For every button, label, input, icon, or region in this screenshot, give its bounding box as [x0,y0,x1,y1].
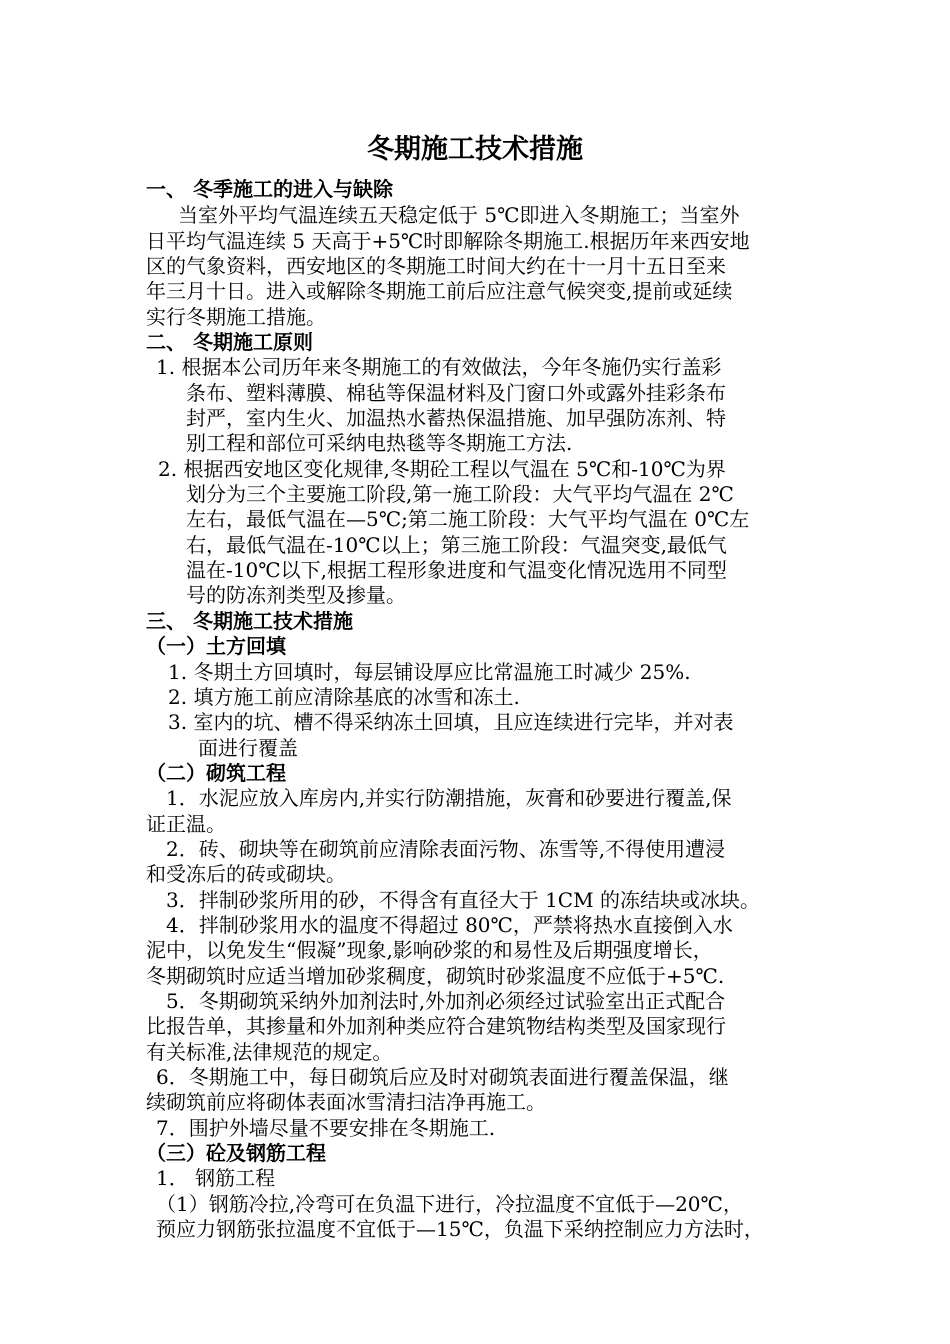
paragraph-line: （1）钢筋冷拉,冷弯可在负温下进行，冷拉温度不宜低于—20℃， [156,1192,743,1216]
paragraph-line: 有关标准,法律规范的规定。 [146,1040,393,1064]
paragraph-line: 实行冬期施工措施。 [146,305,326,329]
list-item-line: 1． 钢筋工程 [156,1166,276,1190]
section-2-heading: 二、 冬期施工原则 [146,330,313,354]
paragraph-line: 预应力钢筋张拉温度不宜低于—15℃，负温下采纳控制应力方法时， [156,1217,764,1241]
list-item-line: 右，最低气温在-10℃以上；第三施工阶段：气温突变,最低气 [186,533,727,557]
list-item-line: 1. 冬期土方回填时，每层铺设厚应比常温施工时减少 25%. [168,660,691,684]
paragraph-line: 年三月十日。进入或解除冬期施工前后应注意气候突变,提前或延续 [146,279,733,303]
paragraph-line: 1．水泥应放入库房内,并实行防潮措施，灰膏和砂要进行覆盖,保 [166,786,732,810]
list-item-line: 封严，室内生火、加温热水蓄热保温措施、加早强防冻剂、特 [186,406,726,430]
paragraph-line: 比报告单，其掺量和外加剂种类应符合建筑物结构类型及国家现行 [146,1014,726,1038]
list-item-line: 1. 根据本公司历年来冬期施工的有效做法，今年冬施仍实行盖彩 [156,355,722,379]
list-item-line: 左右，最低气温在—5℃;第二施工阶段：大气平均气温在 0℃左 [186,507,750,531]
paragraph-line: 7．围护外墙尽量不要安排在冬期施工. [156,1116,496,1140]
document-title: 冬期施工技术措施 [367,134,583,165]
list-item-line: 划分为三个主要施工阶段,第一施工阶段：大气平均气温在 2℃ [186,482,734,506]
subsection-heading: （二）砌筑工程 [146,761,286,785]
paragraph-line: 证正温。 [146,812,226,836]
list-item-line: 别工程和部位可采纳电热毯等冬期施工方法. [186,431,573,455]
subsection-heading: （三）砼及钢筋工程 [146,1141,326,1165]
list-item-line: 面进行覆盖 [198,736,298,760]
paragraph-line: 6．冬期施工中，每日砌筑后应及时对砌筑表面进行覆盖保温，继 [156,1065,729,1089]
paragraph-line: 当室外平均气温连续五天稳定低于 5℃即进入冬期施工；当室外 [178,203,740,227]
paragraph-line: 和受冻后的砖或砌块。 [146,862,346,886]
paragraph-line: 4．拌制砂浆用水的温度不得超过 80℃，严禁将热水直接倒入水 [166,913,733,937]
list-item-line: 温在-10℃以下,根据工程形象进度和气温变化情况选用不同型 [186,558,727,582]
paragraph-line: 3．拌制砂浆所用的砂，不得含有直径大于 1CM 的冻结块或冰块。 [166,888,760,912]
paragraph-line: 区的气象资料，西安地区的冬期施工时间大约在十一月十五日至来 [146,254,726,278]
section-3-heading: 三、 冬期施工技术措施 [146,609,353,633]
list-item-line: 2. 根据西安地区变化规律,冬期砼工程以气温在 5℃和-10℃为界 [158,457,726,481]
list-item-line: 2. 填方施工前应清除基底的冰雪和冻土. [168,685,520,709]
list-item-line: 条布、塑料薄膜、棉毡等保温材料及门窗口外或露外挂彩条布 [186,381,726,405]
paragraph-line: 5．冬期砌筑采纳外加剂法时,外加剂必须经过试验室出正式配合 [166,989,726,1013]
section-1-heading: 一、 冬季施工的进入与缺除 [146,177,393,201]
paragraph-line: 日平均气温连续 5 天高于+5℃时即解除冬期施工.根据历年来西安地 [146,229,750,253]
paragraph-line: 2．砖、砌块等在砌筑前应清除表面污物、冻雪等,不得使用遭浸 [166,837,726,861]
list-item-line: 号的防冻剂类型及掺量。 [186,583,406,607]
subsection-heading: （一）土方回填 [146,634,286,658]
paragraph-line: 泥中，以免发生“假凝”现象,影响砂浆的和易性及后期强度增长， [146,938,713,962]
list-item-line: 3. 室内的坑、槽不得采纳冻土回填，且应连续进行完毕，并对表 [168,710,734,734]
paragraph-line: 续砌筑前应将砌体表面冰雪清扫洁净再施工。 [146,1090,546,1114]
paragraph-line: 冬期砌筑时应适当增加砂浆稠度，砌筑时砂浆温度不应低于+5℃. [146,964,725,988]
